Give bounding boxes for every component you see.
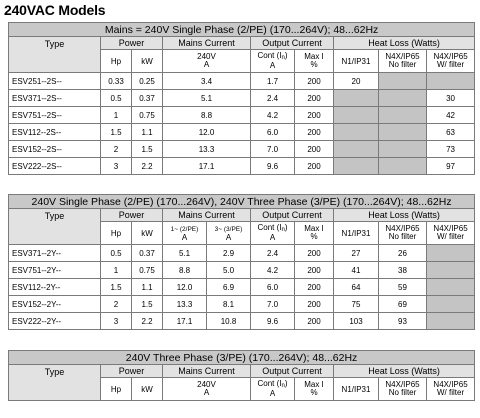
- value-cell: 8.1: [207, 296, 251, 313]
- value-cell: 8.8: [163, 107, 251, 124]
- value-cell: 64: [334, 279, 379, 296]
- value-cell: [334, 107, 379, 124]
- value-cell: 42: [427, 107, 475, 124]
- model-cell: ESV751--2S--: [9, 107, 101, 124]
- value-cell: [379, 107, 427, 124]
- value-cell: 1.1: [132, 124, 163, 141]
- value-cell: 38: [379, 262, 427, 279]
- header-output-current: Output Current: [251, 209, 334, 222]
- value-cell: 59: [379, 279, 427, 296]
- header-n1-ip31: N1/IP31: [334, 50, 379, 73]
- model-cell: ESV371--2S--: [9, 90, 101, 107]
- header-hp: Hp: [101, 222, 132, 245]
- header-hp: Hp: [101, 378, 132, 401]
- value-cell: 1.1: [132, 279, 163, 296]
- value-cell: 200: [295, 73, 334, 90]
- header-n4x-with-filter: N4X/IP65 W/ filter: [427, 378, 475, 401]
- value-cell: 0.75: [132, 262, 163, 279]
- value-cell: 9.6: [251, 313, 295, 330]
- value-cell: 4.2: [251, 107, 295, 124]
- value-cell: 200: [295, 107, 334, 124]
- value-cell: [334, 90, 379, 107]
- header-max-i: Max I %: [295, 50, 334, 73]
- model-cell: ESV371--2Y--: [9, 245, 101, 262]
- header-cont: Cont (In) A: [251, 50, 295, 73]
- header-cont: Cont (In) A: [251, 222, 295, 245]
- value-cell: [427, 73, 475, 90]
- value-cell: [379, 158, 427, 175]
- header-n4x-with-filter: N4X/IP65 W/ filter: [427, 222, 475, 245]
- value-cell: [379, 90, 427, 107]
- value-cell: 63: [427, 124, 475, 141]
- value-cell: 2.2: [132, 313, 163, 330]
- value-cell: 8.8: [163, 262, 207, 279]
- value-cell: 1.5: [132, 296, 163, 313]
- value-cell: 75: [334, 296, 379, 313]
- value-cell: 2.4: [251, 90, 295, 107]
- header-mains-3-phase: 3~ (3/PE) A: [207, 222, 251, 245]
- value-cell: 200: [295, 313, 334, 330]
- value-cell: 1.5: [101, 124, 132, 141]
- table-single-phase: [8, 22, 475, 175]
- model-cell: ESV251--2S--: [9, 73, 101, 90]
- value-cell: 7.0: [251, 296, 295, 313]
- table-row: [9, 313, 475, 330]
- value-cell: [427, 245, 475, 262]
- value-cell: 17.1: [163, 158, 251, 175]
- value-cell: [427, 262, 475, 279]
- value-cell: 0.37: [132, 245, 163, 262]
- header-n4x-no-filter: N4X/IP65 No filter: [379, 378, 427, 401]
- value-cell: 200: [295, 124, 334, 141]
- value-cell: 0.25: [132, 73, 163, 90]
- table-title: Mains = 240V Single Phase (2/PE) (170...264V); 48...62Hz: [9, 23, 475, 37]
- header-output-current: Output Current: [251, 365, 334, 378]
- value-cell: 0.33: [101, 73, 132, 90]
- value-cell: 20: [334, 73, 379, 90]
- model-cell: ESV112--2S--: [9, 124, 101, 141]
- table-body: [9, 245, 475, 330]
- value-cell: 200: [295, 279, 334, 296]
- header-type: Type: [9, 209, 101, 245]
- value-cell: [379, 124, 427, 141]
- header-kw: kW: [132, 222, 163, 245]
- value-cell: 69: [379, 296, 427, 313]
- table-row: [9, 158, 475, 175]
- header-n4x-with-filter: N4X/IP65 W/ filter: [427, 50, 475, 73]
- value-cell: 93: [379, 313, 427, 330]
- table-row: [9, 141, 475, 158]
- value-cell: 12.0: [163, 124, 251, 141]
- header-max-i: Max I %: [295, 378, 334, 401]
- value-cell: 5.0: [207, 262, 251, 279]
- value-cell: 30: [427, 90, 475, 107]
- value-cell: 27: [334, 245, 379, 262]
- value-cell: [427, 279, 475, 296]
- value-cell: 0.37: [132, 90, 163, 107]
- header-mains-current: Mains Current: [163, 209, 251, 222]
- table-row: [9, 262, 475, 279]
- table-single-three-phase: [8, 194, 475, 330]
- value-cell: 73: [427, 141, 475, 158]
- value-cell: 41: [334, 262, 379, 279]
- header-cont: Cont (In) A: [251, 378, 295, 401]
- value-cell: 1: [101, 107, 132, 124]
- value-cell: 3: [101, 158, 132, 175]
- table-row: [9, 90, 475, 107]
- value-cell: 0.5: [101, 90, 132, 107]
- header-n1-ip31: N1/IP31: [334, 378, 379, 401]
- header-type: Type: [9, 37, 101, 73]
- table-three-phase: [8, 350, 475, 401]
- value-cell: 200: [295, 158, 334, 175]
- value-cell: 103: [334, 313, 379, 330]
- value-cell: 1.7: [251, 73, 295, 90]
- value-cell: 4.2: [251, 262, 295, 279]
- value-cell: 2.4: [251, 245, 295, 262]
- header-n1-ip31: N1/IP31: [334, 222, 379, 245]
- value-cell: 97: [427, 158, 475, 175]
- value-cell: 3: [101, 313, 132, 330]
- value-cell: 13.3: [163, 141, 251, 158]
- model-cell: ESV152--2S--: [9, 141, 101, 158]
- value-cell: 2: [101, 141, 132, 158]
- value-cell: 0.75: [132, 107, 163, 124]
- table-row: [9, 245, 475, 262]
- table-row: [9, 107, 475, 124]
- header-mains-240v: 240V A: [163, 50, 251, 73]
- header-heat-loss: Heat Loss (Watts): [334, 37, 475, 50]
- model-cell: ESV222--2Y--: [9, 313, 101, 330]
- header-n4x-no-filter: N4X/IP65 No filter: [379, 222, 427, 245]
- value-cell: 2.2: [132, 158, 163, 175]
- value-cell: 26: [379, 245, 427, 262]
- value-cell: 3.4: [163, 73, 251, 90]
- value-cell: [427, 296, 475, 313]
- value-cell: 6.0: [251, 279, 295, 296]
- value-cell: 6.0: [251, 124, 295, 141]
- value-cell: 200: [295, 141, 334, 158]
- value-cell: 5.1: [163, 245, 207, 262]
- page-title: 240VAC Models: [4, 2, 106, 18]
- value-cell: 200: [295, 296, 334, 313]
- header-kw: kW: [132, 378, 163, 401]
- header-output-current: Output Current: [251, 37, 334, 50]
- value-cell: 12.0: [163, 279, 207, 296]
- value-cell: 10.8: [207, 313, 251, 330]
- table-row: [9, 124, 475, 141]
- header-heat-loss: Heat Loss (Watts): [334, 209, 475, 222]
- value-cell: 5.1: [163, 90, 251, 107]
- table-row: [9, 279, 475, 296]
- value-cell: 0.5: [101, 245, 132, 262]
- header-mains-240v: 240V A: [163, 378, 251, 401]
- table-row: [9, 73, 475, 90]
- model-cell: ESV112--2Y--: [9, 279, 101, 296]
- header-power: Power: [101, 365, 163, 378]
- value-cell: [427, 313, 475, 330]
- value-cell: 200: [295, 245, 334, 262]
- header-mains-current: Mains Current: [163, 365, 251, 378]
- value-cell: 1: [101, 262, 132, 279]
- value-cell: 2.9: [207, 245, 251, 262]
- value-cell: [334, 141, 379, 158]
- header-n4x-no-filter: N4X/IP65 No filter: [379, 50, 427, 73]
- value-cell: 1.5: [132, 141, 163, 158]
- header-power: Power: [101, 209, 163, 222]
- value-cell: 2: [101, 296, 132, 313]
- value-cell: [334, 124, 379, 141]
- model-cell: ESV222--2S--: [9, 158, 101, 175]
- value-cell: 7.0: [251, 141, 295, 158]
- table-row: [9, 296, 475, 313]
- value-cell: 9.6: [251, 158, 295, 175]
- table-title: 240V Three Phase (3/PE) (170...264V); 48...62Hz: [9, 351, 475, 365]
- value-cell: 200: [295, 90, 334, 107]
- value-cell: 17.1: [163, 313, 207, 330]
- model-cell: ESV751--2Y--: [9, 262, 101, 279]
- value-cell: [334, 158, 379, 175]
- header-max-i: Max I %: [295, 222, 334, 245]
- value-cell: 6.9: [207, 279, 251, 296]
- header-mains-1-phase: 1~ (2/PE) A: [163, 222, 207, 245]
- header-heat-loss: Heat Loss (Watts): [334, 365, 475, 378]
- value-cell: 200: [295, 262, 334, 279]
- table-title: 240V Single Phase (2/PE) (170...264V), 240V Three Phase (3/PE) (170...264V); 48...62Hz: [9, 195, 475, 209]
- header-power: Power: [101, 37, 163, 50]
- value-cell: 1.5: [101, 279, 132, 296]
- header-kw: kW: [132, 50, 163, 73]
- value-cell: [379, 73, 427, 90]
- header-type: Type: [9, 365, 101, 401]
- header-mains-current: Mains Current: [163, 37, 251, 50]
- header-hp: Hp: [101, 50, 132, 73]
- table-body: [9, 73, 475, 175]
- value-cell: [379, 141, 427, 158]
- model-cell: ESV152--2Y--: [9, 296, 101, 313]
- value-cell: 13.3: [163, 296, 207, 313]
